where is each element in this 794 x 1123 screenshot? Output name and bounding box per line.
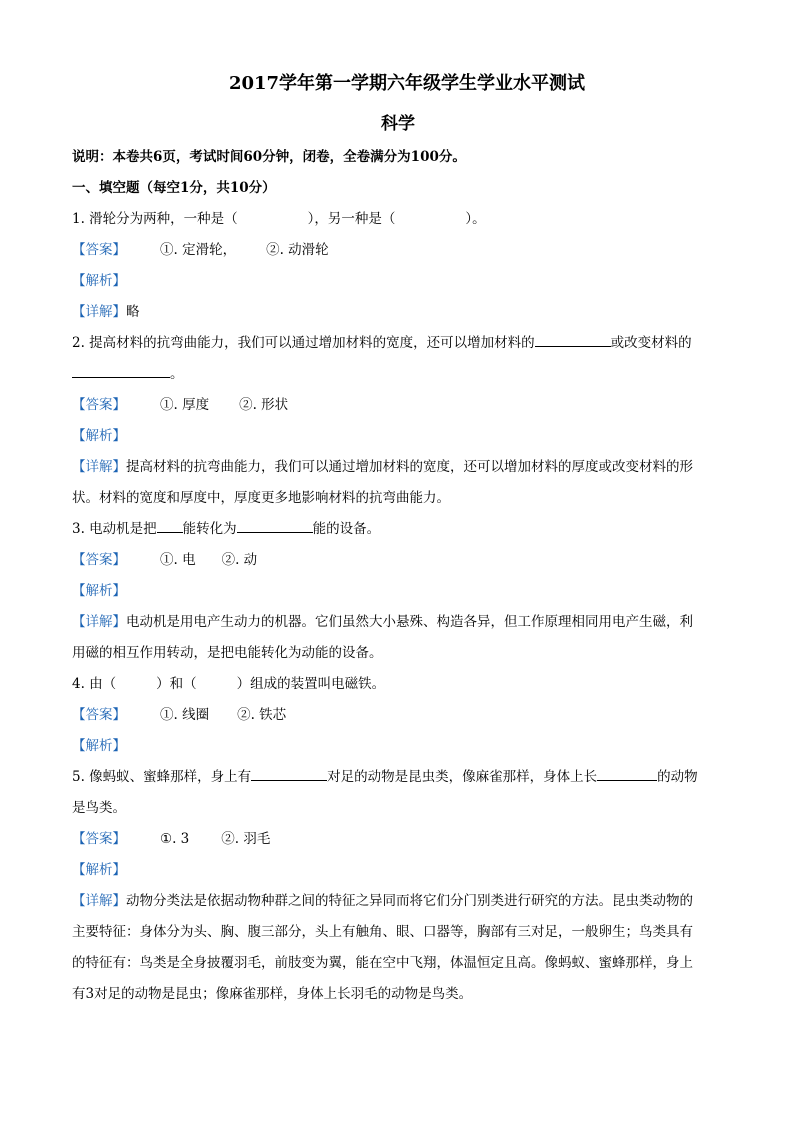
q4-answer-1: ①. 线圈 (160, 707, 210, 723)
q5-blank-2 (597, 766, 657, 781)
detail-label: 【详解】 (72, 459, 126, 475)
q5-answer-1: ①. 3 (160, 831, 190, 847)
q2-analysis-label: 【解析】 (72, 428, 126, 444)
q5-analysis-label: 【解析】 (72, 862, 126, 878)
q5-answer (72, 824, 724, 855)
detail-label: 【详解】 (72, 614, 126, 630)
q3-answer-2: ②. 动 (221, 552, 258, 568)
q2-detail-line-1 (72, 452, 724, 483)
question-4 (72, 669, 724, 700)
answer-label: 【答案】 (72, 242, 126, 258)
q4-answer-2: ②. 铁芯 (237, 707, 287, 723)
q5-detail-line-2: 主要特征：身体分为头、胸、腹三部分，头上有触角、眼、口器等，胸部有三对足，一般卵生；鸟类具有 (72, 924, 693, 940)
q5-text-a: 5. 像蚂蚁、蜜蜂那样，身上有 (72, 769, 252, 785)
question-3 (72, 514, 724, 545)
question-2 (72, 328, 724, 359)
q5-detail-line-4: 有3对足的动物是昆虫；像麻雀那样，身体上长羽毛的动物是鸟类。 (72, 986, 473, 1002)
q3-analysis-label: 【解析】 (72, 583, 126, 599)
exam-title: 2017学年第一学期六年级学生学业水平测试 (228, 73, 586, 94)
q2-detail-text-1: 提高材料的抗弯曲能力，我们可以通过增加材料的宽度，还可以增加材料的厚度或改变材料的形 (126, 459, 693, 475)
q3-text-b: 能转化为 (182, 521, 237, 537)
answer-label: 【答案】 (72, 707, 126, 723)
q3-text-a: 3. 电动机是把 (72, 521, 157, 537)
question-5-cont: 是鸟类。 (72, 800, 126, 816)
q2-blank-1 (535, 332, 611, 347)
section-heading: 一、填空题（每空1分，共10分） (72, 180, 276, 196)
q2-answer-2: ②. 形状 (239, 397, 289, 413)
q4-analysis-label: 【解析】 (72, 738, 126, 754)
q2-detail-line-2: 状。材料的宽度和厚度中，厚度更多地影响材料的抗弯曲能力。 (72, 490, 450, 506)
q2-answer-1: ①. 厚度 (160, 397, 210, 413)
q5-detail-line-3: 的特征有：鸟类是全身披覆羽毛，前肢变为翼，能在空中飞翔，体温恒定且高。像蚂蚁、蜜蜂那样，身上 (72, 955, 693, 971)
q2-answer (72, 390, 724, 421)
detail-label: 【详解】 (72, 304, 126, 320)
q2-blank-2 (72, 363, 170, 378)
exam-page (72, 68, 724, 1010)
q3-blank-1 (157, 518, 183, 533)
q3-detail-text-1: 电动机是用电产生动力的机器。它们虽然大小悬殊、构造各异，但工作原理相同用电产生磁，利 (126, 614, 693, 630)
q5-text-b: 对足的动物是昆虫类，像麻雀那样，身体上长 (327, 769, 598, 785)
q1-answer (72, 235, 724, 266)
exam-instructions: 说明：本卷共6页，考试时间60分钟，闭卷，全卷满分为100分。 (72, 149, 466, 165)
q3-blank-2 (237, 518, 313, 533)
question-1 (72, 204, 724, 235)
detail-label: 【详解】 (72, 893, 126, 909)
q3-detail-line-1 (72, 607, 724, 638)
q5-text-c: 的动物 (657, 769, 698, 785)
q1-answer-1: ①. 定滑轮， (160, 242, 237, 258)
q3-text-c: 能的设备。 (312, 521, 381, 537)
exam-subject: 科学 (381, 114, 415, 134)
q2-text-c: 。 (170, 366, 184, 382)
question-2-cont (72, 359, 724, 390)
q1-text-c: ）。 (465, 211, 486, 227)
q4-text-b: ）和（ (156, 676, 197, 692)
q3-answer (72, 545, 724, 576)
q1-detail (72, 297, 724, 328)
q4-text-c: ）组成的装置叫电磁铁。 (236, 676, 386, 692)
question-5 (72, 762, 724, 793)
q5-blank-1 (251, 766, 327, 781)
q2-text-a: 2. 提高材料的抗弯曲能力，我们可以通过增加材料的宽度，还可以增加材料的 (72, 335, 535, 351)
q5-answer-2: ②. 羽毛 (221, 831, 271, 847)
q4-text-a: 4. 由（ (72, 676, 117, 692)
q3-answer-1: ①. 电 (160, 552, 196, 568)
q1-text-b: ），另一种是（ (307, 211, 396, 227)
q1-detail-text: 略 (126, 304, 140, 320)
q1-answer-2: ②. 动滑轮 (266, 242, 329, 258)
q4-answer (72, 700, 724, 731)
answer-label: 【答案】 (72, 552, 126, 568)
q5-detail-text-1: 动物分类法是依据动物种群之间的特征之异同而将它们分门别类进行研究的方法。昆虫类动物的 (126, 893, 693, 909)
q5-detail-line-1 (72, 886, 724, 917)
q2-text-b: 或改变材料的 (610, 335, 692, 351)
answer-label: 【答案】 (72, 831, 126, 847)
q1-text-a: 1. 滑轮分为两种，一种是（ (72, 211, 238, 227)
q3-detail-line-2: 用磁的相互作用转动，是把电能转化为动能的设备。 (72, 645, 383, 661)
answer-label: 【答案】 (72, 397, 126, 413)
q1-analysis-label: 【解析】 (72, 273, 126, 289)
